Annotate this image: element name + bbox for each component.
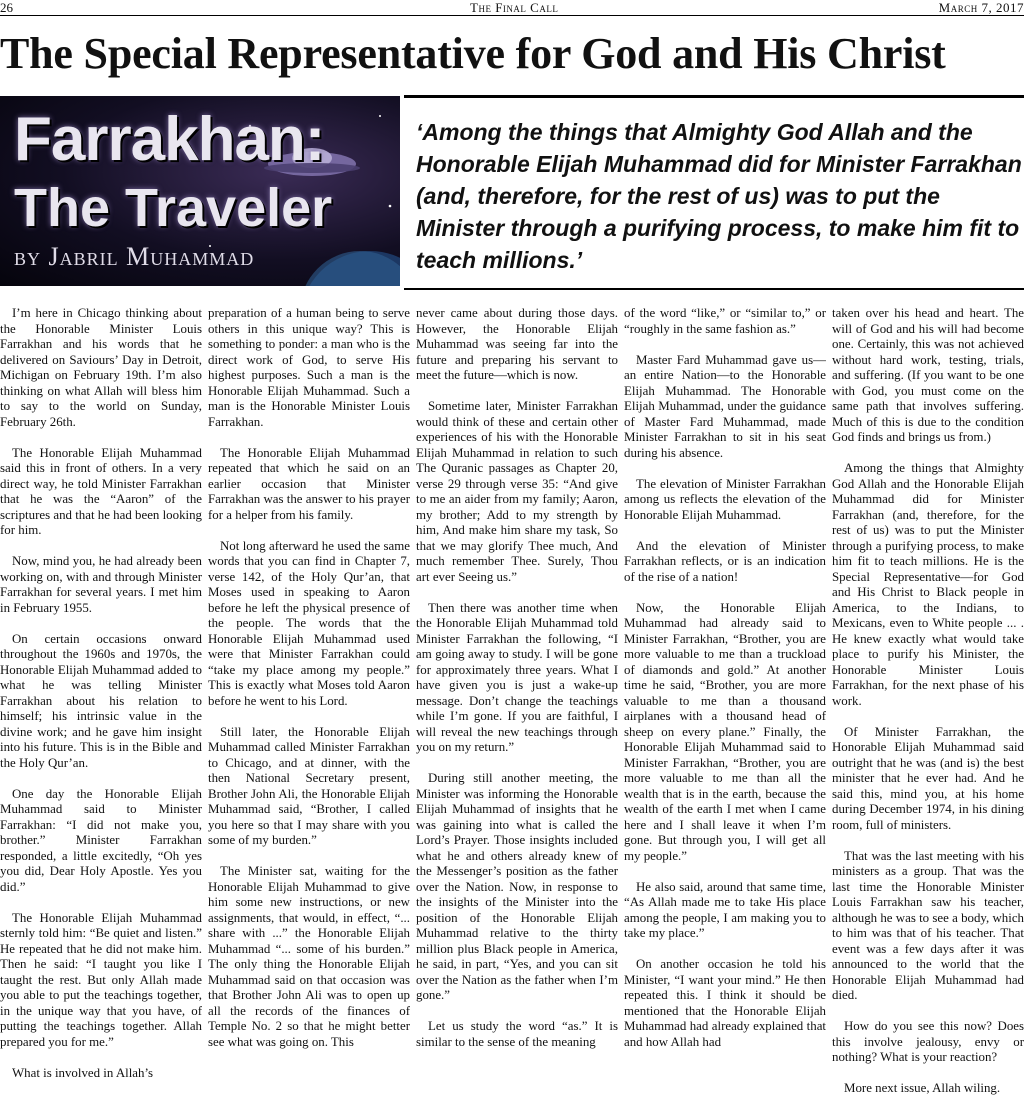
paragraph: Now, the Honorable Elijah Muhammad had already said to Minister Farrakhan, “Brother, you are more valuable to me than a truckload of diamonds and gold.” At another time he said, “Brother, you are more valuable to me than a thousand airplanes with a thousand head of sheep on every plane.” Finally, the Honorable Elijah Muhammad said to Minister Farrakhan, “Brother, you are more valuable to me than all the wealth that is in the earth, because the wealth of the earth I met when I came here and I shall leave it when I’m gone. But through you, I will get all my people.” [624, 600, 826, 863]
banner-title-line2: The Traveler [14, 178, 333, 238]
paragraph: And the elevation of Minister Farrakhan reflects, or is an indication of the rise of a nation! [624, 538, 826, 584]
issue-date: March 7, 2017 [938, 0, 1024, 15]
page-header [0, 0, 1024, 16]
article-headline: The Special Representative for God and His Christ [0, 29, 946, 78]
paragraph: Master Fard Muhammad gave us—an entire Nation—to the Honorable Elijah Muhammad. The Honorable Elijah Muhammad, under the guidance of Master Fard Muhammad, made Minister Farrakhan to sit in his seat during his absence. [624, 352, 826, 460]
paragraph: That was the last meeting with his ministers as a group. That was the last time the Honorable Minister Louis Farrakhan saw his teacher, although he was to see a body, which to him was that of his teacher. That event was a few days after it was announced to the world that the Honorable Elijah Muhammad had died. [832, 848, 1024, 1002]
column-banner [0, 96, 400, 286]
page-number: 26 [0, 0, 13, 15]
paragraph: Among the things that Almighty God Allah and the Honorable Elijah Muhammad did for Minister Farrakhan (and, therefore, for the rest of us) was to put the Minister through a purifying process, to make him fit to teach millions. He is the Special Representative—for God and His Christ to Black people in America, to the Indians, to Mexicans, even to White people ... . He knew exactly what would take place to purify his Minister, the Honorable Minister Louis Farrakhan, for the next phase of his work. [832, 461, 1024, 708]
article-column-2 [208, 306, 410, 1106]
paragraph: On certain occasions onward throughout the 1960s and 1970s, the Honorable Elijah Muhammad added to what he was telling Minister Farrakhan about his relation to himself; his intrinsic value in the divine work; and he gave him insight into his future. This is in the Bible and the Holy Qur’an. [0, 631, 202, 770]
banner-title-line1: Farrakhan: [14, 105, 325, 174]
paragraph: I’m here in Chicago thinking about the Honorable Minister Louis Farrakhan and his words that he delivered on Saviours’ Day in Detroit, Michigan on February 19th. I’m also thinking on what Allah will bless him to say to the world on Sunday, February 26th. [0, 306, 202, 429]
paragraph: Still later, the Honorable Elijah Muhammad called Minister Farrakhan to Chicago, and at dinner, with the then National Secretary present, Brother John Ali, the Honorable Elijah Muhammad said, “Brother, I called you here so that I may share with you some of my burden.” [208, 724, 410, 847]
article-column-1 [0, 306, 202, 1106]
paragraph: During still another meeting, the Minister was informing the Honorable Elijah Muhammad of insights that he was gaining into what is called the Lord’s Prayer. Those insights included what he and others already knew of the Messenger’s position as the father over the Nation. Now, in response to the insights of the Minister into the position of the Honorable Elijah Muhammad relative to the thirty million plus Black people in America, he said, in part, “Yes, and you can sit over the Nation as the father when I’m gone.” [416, 771, 618, 1002]
paragraph: The Honorable Elijah Muhammad sternly told him: “Be quiet and listen.” He repeated that he did not make him. Then he said: “I taught you like I taught the rest. But only Allah made you able to put the teachings together, in the unique way that you have, of putting the teachings together. Allah prepared you for me.” [0, 910, 202, 1049]
paragraph: The Minister sat, waiting for the Honorable Elijah Muhammad to give him some new instructions, or new assignments, that would, in effect, “... share with ...” the Honorable Elijah Muhammad “... some of his burden.” The only thing the Honorable Elijah Muhammad said on that occasion was that Brother John Ali was to open up all the records of the finances of Temple No. 2 so that he might better see what was going on. This [208, 864, 410, 1049]
paragraph: How do you see this now? Does this involve jealousy, envy or nothing? What is your reaction? [832, 1019, 1024, 1064]
paragraph: Not long afterward he used the same words that you can find in Chapter 7, verse 142, of the Holy Qur’an, that Moses used in speaking to Aaron before he left the physical presence of the people. The words that the Honorable Elijah Muhammad used were that Minister Farrakhan could “take my place among my people.” This is exactly what Moses told Aaron before he went to his Lord. [208, 538, 410, 708]
article-column-5 [832, 306, 1024, 1106]
paragraph: preparation of a human being to serve others in this unique way? This is something to ponder: a man who is the direct work of God, to serve His highest purposes. Such a man is the Honorable Elijah Muhammad. Such a man is the Honorable Minister Louis Farrakhan. [208, 306, 410, 429]
paragraph: Let us study the word “as.” It is similar to the sense of the meaning [416, 1019, 618, 1049]
pull-quote-top-rule [404, 95, 1024, 98]
paragraph: The Honorable Elijah Muhammad said this in front of others. In a very direct way, he told Minister Farrakhan that he was the “Aaron” of the scriptures and that he had been looking for him. [0, 445, 202, 537]
paragraph: One day the Honorable Elijah Muhammad said to Minister Farrakhan: “I did not make you, brother.” Minister Farrakhan responded, a little excitedly, “Oh yes you did, Dear Holy Apostle. Yes you did.” [0, 786, 202, 894]
paragraph: He also said, around that same time, “As Allah made me to take His place among the people, I am making you to take my place.” [624, 879, 826, 940]
paragraph: of the word “like,” or “similar to,” or “roughly in the same fashion as.” [624, 306, 826, 336]
paragraph: More next issue, Allah wiling. [844, 1081, 1001, 1095]
pull-quote-bottom-rule [404, 288, 1024, 290]
paragraph: The Honorable Elijah Muhammad repeated that which he said on an earlier occasion that Minister Farrakhan was the answer to his prayer for a helper from his family. [208, 445, 410, 522]
article-column-4 [624, 306, 826, 1106]
pull-quote: ‘Among the things that Almighty God Allah and the Honorable Elijah Muhammad did for Minister Farrakhan (and, therefore, for the rest of us) was to put the Minister through a purifying process, to make him fit to teach millions.’ [416, 119, 1022, 273]
paragraph: Then there was another time when the Honorable Elijah Muhammad told Minister Farrakhan the following, “I am going away to study. I will be gone for approximately three years. What I have given you is just a wake-up message. Don’t change the teachings while I’m gone. If you are faithful, I will reveal the new teachings through you on my return.” [416, 600, 618, 754]
paragraph: On another occasion he told his Minister, “I want your mind.” He then repeated this. I think it should be mentioned that the Honorable Elijah Muhammad had already explained that and how Allah had [624, 957, 826, 1049]
paragraph: Sometime later, Minister Farrakhan would think of these and certain other experiences of his with the Honorable Elijah Muhammad in relation to such The Quranic passages as Chapter 20, verse 29 through verse 35: “And give to me an aider from my family; Aaron, my brother; Add to my strength by him, And make him share my task, So that we may glorify Thee much, And much remember Thee. Surely, Thou art ever Seeing us.” [416, 399, 618, 584]
paragraph: taken over his head and heart. The will of God and his will had become one. Certainly, this was not achieved without hard work, testing, trials, and suffering. (If you want to be one with God, you must come on the same path that involves suffering. Much of this is due to the condition God finds and brings us from.) [832, 306, 1024, 444]
article-column-3 [416, 306, 618, 1106]
banner-byline: by Jabril Muhammad [14, 242, 255, 271]
paragraph: Now, mind you, he had already been working on, with and through Minister Farrakhan for several years. I met him in February 1955. [0, 554, 202, 615]
paragraph: never came about during those days. However, the Honorable Elijah Muhammad was seeing far into the future and preparing his servant to meet the future—which is now. [416, 306, 618, 382]
header-rule [0, 15, 1024, 16]
paragraph: What is involved in Allah’s [12, 1065, 154, 1080]
paragraph: Of Minister Farrakhan, the Honorable Elijah Muhammad said outright that he was (and is) the best minister that he ever had. And he said this, mind you, at his home during December 1974, in his dining room, full of ministers. [832, 724, 1024, 832]
paragraph: The elevation of Minister Farrakhan among us reflects the elevation of the Honorable Elijah Muhammad. [624, 476, 826, 522]
publication-name: The Final Call [470, 0, 559, 15]
